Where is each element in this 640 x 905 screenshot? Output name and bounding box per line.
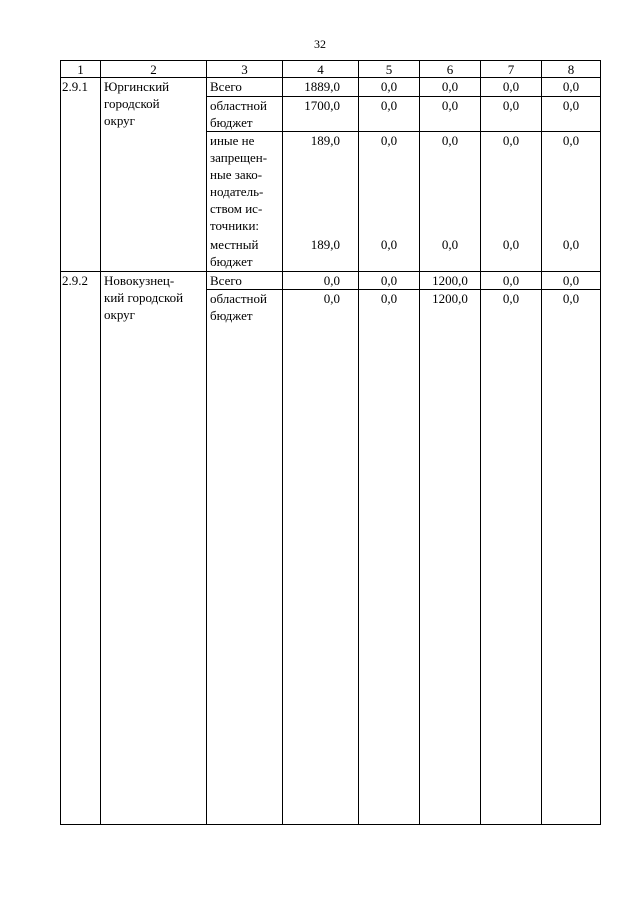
budget-table [60,60,601,825]
source-label: бюджет [210,115,253,130]
group-name-line: округ [104,113,135,128]
value-cell: 0,0 [380,291,398,306]
value-cell: 189,0 [310,133,340,148]
header-cell-1: 1 [77,62,84,77]
value-cell: 0,0 [380,237,398,252]
value-cell: 1889,0 [304,79,340,94]
column-border [480,60,481,825]
group-name-line: городской [104,96,160,111]
source-label: точники: [210,218,260,233]
source-label: местный [210,237,259,252]
value-cell: 0,0 [323,291,340,306]
source-label: Всего [210,273,242,288]
column-border [541,60,542,825]
value-cell: 0,0 [502,237,520,252]
value-cell: 0,0 [380,79,398,94]
value-cell: 0,0 [380,133,398,148]
source-label: бюджет [210,254,253,269]
group-code: 2.9.2 [62,273,88,288]
column-border [358,60,359,825]
source-label: запрещен- [210,150,268,165]
source-label: ные зако- [210,167,263,182]
value-cell: 189,0 [310,237,340,252]
header-cell-4: 4 [317,62,324,77]
value-cell: 0,0 [562,273,580,288]
value-cell: 0,0 [562,291,580,306]
group-name-line: Новокузнец- [104,273,175,288]
group-name-line: округ [104,307,135,322]
source-label: бюджет [210,308,253,323]
value-cell: 0,0 [562,79,580,94]
source-label: нодатель- [210,184,264,199]
value-cell: 0,0 [562,133,580,148]
source-label: ством ис- [210,201,263,216]
header-cell-7: 7 [507,62,515,77]
value-cell: 1200,0 [432,273,468,288]
value-cell: 1200,0 [432,291,468,306]
group-name-line: кий городской [104,290,184,305]
value-cell: 0,0 [380,98,398,113]
value-cell: 1700,0 [304,98,340,113]
column-border [206,60,207,825]
column-border [600,60,601,825]
page-number: 32 [314,37,326,51]
column-border [419,60,420,825]
value-cell: 0,0 [502,98,520,113]
group-code: 2.9.1 [62,79,88,94]
column-border [60,60,61,825]
source-label: иные не [210,133,255,148]
header-cell-3: 3 [241,62,248,77]
value-cell: 0,0 [441,98,459,113]
value-cell: 0,0 [562,98,580,113]
value-cell: 0,0 [502,133,520,148]
value-cell: 0,0 [502,79,520,94]
column-border [282,60,283,825]
header-cell-5: 5 [385,62,393,77]
value-cell: 0,0 [502,291,520,306]
value-cell: 0,0 [380,273,398,288]
value-cell: 0,0 [502,273,520,288]
group-name-line: Юргинский [104,79,170,94]
column-border [100,60,101,825]
value-cell: 0,0 [323,273,340,288]
source-label: областной [210,291,267,306]
source-label: областной [210,98,267,113]
header-cell-6: 6 [446,62,454,77]
table-border-bottom [60,824,601,825]
value-cell: 0,0 [562,237,580,252]
header-cell-2: 2 [150,62,157,77]
source-label: Всего [210,79,242,94]
value-cell: 0,0 [441,79,459,94]
value-cell: 0,0 [441,237,459,252]
header-cell-8: 8 [567,62,575,77]
value-cell: 0,0 [441,133,459,148]
